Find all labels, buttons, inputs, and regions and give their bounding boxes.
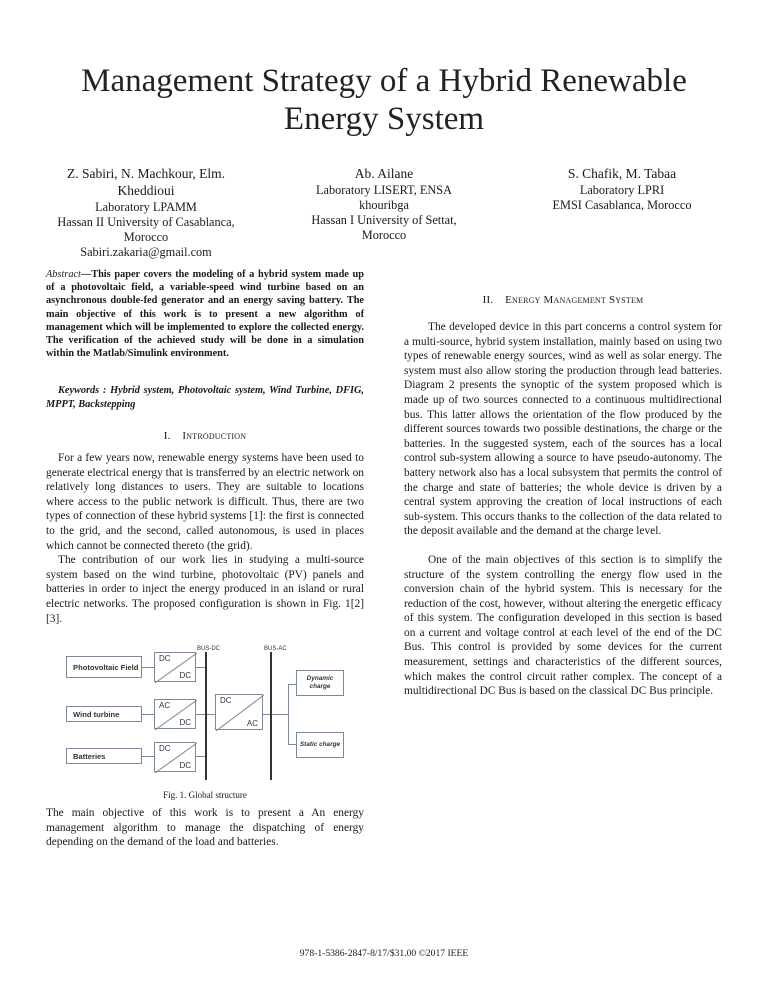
connector [142,667,154,668]
static-charge-box: Static charge [296,732,344,758]
inverter-input: DC [220,696,232,705]
figure-global-structure [58,646,374,780]
page-footer: 978-1-5386-2847-8/17/$31.00 ©2017 IEEE [299,948,469,959]
connector [288,744,296,745]
abstract-text: —This paper covers the modeling of a hybrid system made up of a photovoltaic field, a variable-speed wind turbine based on an asynchronous double-fed generator and an energy saving battery. The main objective of this work is to present a new algorithm of management which will be implemented to explore the collected energy. The verification of the achieved study will be done in a simulation within the Matlab/Simulink environment. [46,269,364,360]
converter-output: DC [179,718,191,727]
converter-input: DC [159,654,171,663]
intro-text [46,451,364,626]
bus-dc-label: BUS-DC [197,646,221,652]
abstract-label: Abstract [46,269,81,280]
bus-ac-label: BUS-AC [264,646,287,652]
bus-dc-line [205,652,207,780]
author-institution: Hassan II University of Casablanca, Morocco [57,215,235,244]
connector [263,714,270,715]
load-branch-line [288,684,289,744]
section-number: I. [163,430,171,442]
author-affiliation: Laboratory LISERT, ENSA khouribga [316,183,452,212]
dc-dc-converter-batteries [154,742,196,772]
dc-ac-inverter [215,694,263,730]
author-names: S. Chafik, M. Tabaa [567,166,677,181]
converter-output: DC [179,671,191,680]
section-title: Energy Management System [505,294,644,306]
bus-ac-line [270,652,272,780]
ems-paragraph-2: One of the main objectives of this section is to simplify the structure of the system controlling the energy flow used in the conversion chain of the hybrid system. This is necessary for the reduction of the cost, however, without altering the energetic efficacy of this system. The configuration developed in this section is based on a current and voltage control at each level of the end of the DC Bus. This control is provided by some devices for the current measurement, settings and characteristics of the different sources, which makes the control circuit rather complex. The concept of a multidirectional DC Bus is based on the classical DC Bus principle. [404,553,722,698]
inverter-output: AC [246,719,258,728]
author-affiliation: Laboratory LPAMM [95,200,197,214]
section-heading-introduction [46,430,364,442]
connector [196,667,205,668]
author-email: Sabiri.zakaria@gmail.com [80,245,212,259]
converter-input: DC [159,744,171,753]
author-block-3 [520,165,724,213]
photovoltaic-field-box: Photovoltaic Field [66,656,142,678]
intro-paragraph-1: For a few years now, renewable energy systems have been used to generate electrical energy that is transferred by an electric network on relatively long distances to users. They are suitable to locations where access to the public network is difficult. Thus, there are two types of connection of these hybrid systems [1]: the first is connected to the grid, and the second, called autonomous, is used in places which cannot be connected thereto (the grid). [46,452,364,552]
author-names: Ab. Ailane [354,166,414,181]
section-number: II. [482,294,494,306]
connector [196,714,205,715]
post-figure-text [46,806,364,850]
connector [288,684,296,685]
post-figure-paragraph: The main objective of this work is to present a An energy management algorithm to manage the dispatching of energy depending on the demand of the load and batteries. [46,807,364,849]
author-block-1 [44,165,248,260]
paper-title: Management Strategy of a Hybrid Renewable Energy System [81,63,687,137]
ac-dc-converter-wind [154,699,196,729]
connector [142,714,154,715]
intro-paragraph-2: The contribution of our work lies in studying a multi-source system based on the wind turbine, photovoltaic (PV) panels and batteries in order to inject the energy produced in an island or rural electric networks. The proposed configuration is shown in Fig. 1[2][3]. [46,554,364,625]
author-block-2 [282,165,486,243]
connector [272,714,288,715]
dynamic-charge-box: Dynamic charge [296,670,344,696]
author-institution: Hassan I University of Settat, Morocco [311,213,457,242]
ems-paragraph-1: The developed device in this part concerns a control system for a multi-source, hybrid system installation, mainly based on using two types of renewable energy sources, wind as well as solar energy. The system must also allow storing the production through lead batteries. Diagram 2 presents the synoptic of the system proposed which is made up of two sources connected to a continuous multidirectional bus. This latter allows the orientation of the flow produced by the different sources towards two possible destinations, the charge or the batteries. In the suggested system, each of the sources has a local control sub-system allowing a source to have pseudo-autonomy. The battery network also has a local subsystem that permits the control of the charge and state of batteries; the whole device is driven by a central system approving the creation of local instructions of each sub-system. This occurs thanks to the collection of the data related to the deposit available and the demand at the charge level. [404,321,722,538]
author-names: Z. Sabiri, N. Machkour, Elm. Kheddioui [66,166,226,198]
figure-caption: Fig. 1. Global structure [163,790,247,800]
connector [196,756,205,757]
batteries-box: Batteries [66,748,142,764]
wind-turbine-box: Wind turbine [66,706,142,722]
abstract [46,268,364,360]
left-column [46,268,364,411]
connector [142,756,154,757]
connector [207,714,215,715]
converter-output: DC [179,761,191,770]
author-institution: EMSI Casablanca, Morocco [552,198,692,212]
converter-input: AC [159,701,171,710]
keywords: Keywords : Hybrid system, Photovoltaic system, Wind Turbine, DFIG, MPPT, Backstepping [46,385,364,410]
dc-dc-converter-pv [154,652,196,682]
ems-text [404,320,722,699]
author-affiliation: Laboratory LPRI [579,183,665,197]
section-heading-energy-management [404,294,722,306]
section-title: Introduction [182,430,247,442]
